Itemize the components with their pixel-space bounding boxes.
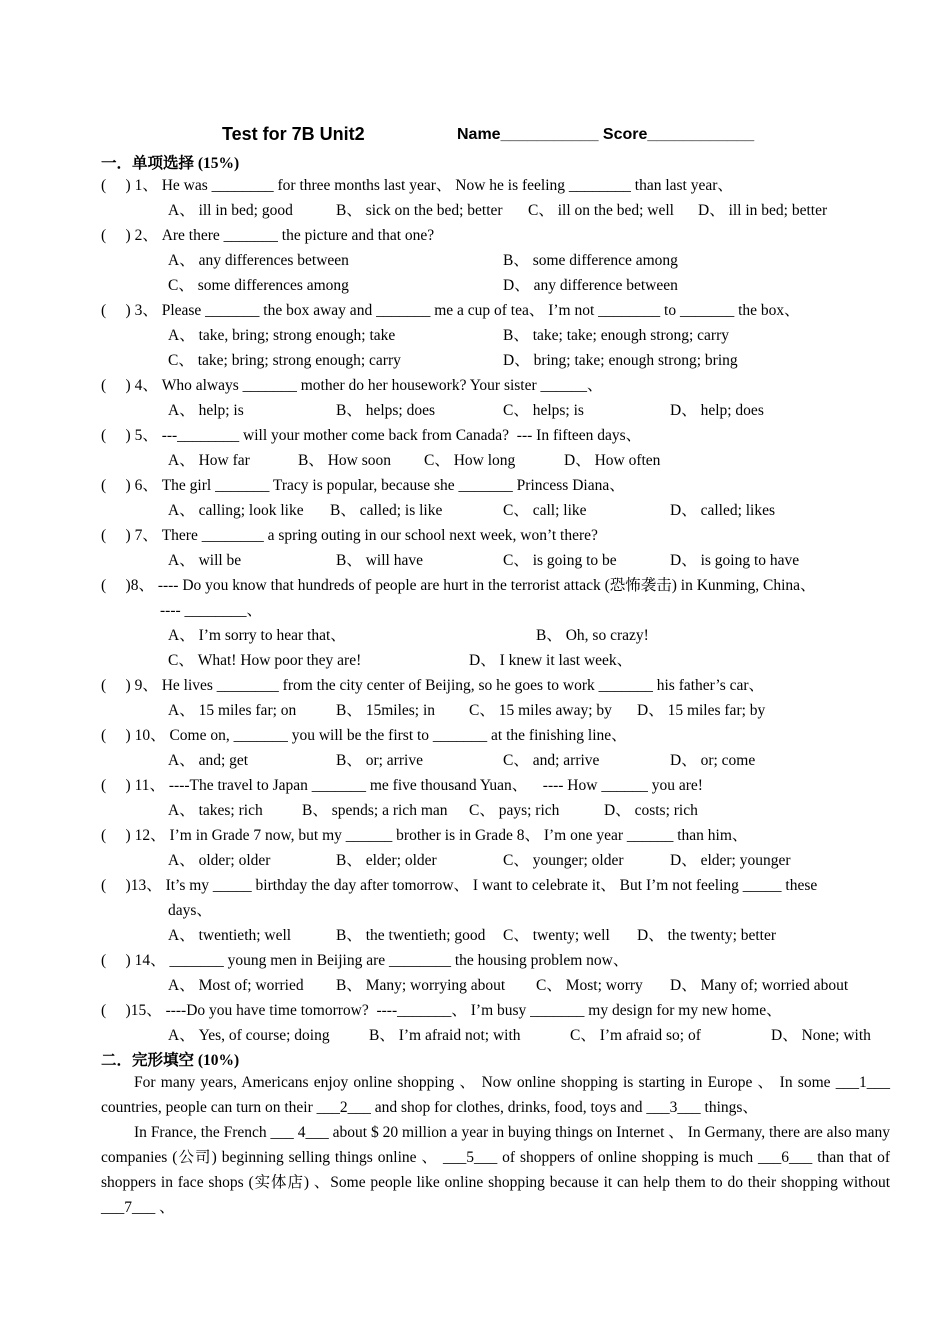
answer-option: B、 sick on the bed; better: [336, 202, 503, 219]
question-stem: ( ) 14、 _______ young men in Beijing are ________ the housing problem now、: [101, 952, 629, 969]
answer-option: B、 15miles; in: [336, 702, 436, 719]
answer-option: B、 take; take; enough strong; carry: [503, 327, 729, 344]
question-stem: ( ) 11、 ----The travel to Japan _______ me five thousand Yuan、 ---- How ______ you are!: [101, 777, 703, 794]
answer-option: C、 is going to be: [503, 552, 617, 569]
question-stem: ( ) 6、 The girl _______ Tracy is popular, because she _______ Princess Diana、: [101, 477, 625, 494]
question-stem: ( ) 3、 Please _______ the box away and _______ me a cup of tea、 I’m not ________ to _______ the box、: [101, 302, 800, 319]
answer-option: D、 help; does: [670, 402, 764, 419]
answer-option: B、 spends; a rich man: [302, 802, 448, 819]
answer-option: A、 takes; rich: [168, 802, 263, 819]
answer-option: B、 Many; worrying about: [336, 977, 506, 994]
answer-option: B、 some difference among: [503, 252, 678, 269]
question-stem: ( )8、 ---- Do you know that hundreds of people are hurt in the terrorist attack (恐怖袭击) in Kunming, China、: [101, 577, 816, 594]
question-stem: ( ) 2、 Are there _______ the picture and that one?: [101, 227, 435, 244]
answer-option: B、 elder; older: [336, 852, 437, 869]
answer-option: C、 take; bring; strong enough; carry: [168, 352, 401, 369]
answer-option: C、 How long: [424, 452, 516, 469]
question-stem-continued: ---- ________、: [160, 602, 263, 619]
answer-option: D、 15 miles far; by: [637, 702, 766, 719]
answer-option: C、 What! How poor they are!: [168, 652, 362, 669]
answer-option: A、 older; older: [168, 852, 271, 869]
answer-option: D、 is going to have: [670, 552, 800, 569]
answer-option: A、 will be: [168, 552, 242, 569]
answer-option: C、 helps; is: [503, 402, 584, 419]
question-stem: ( ) 12、 I’m in Grade 7 now, but my ______ brother is in Grade 8、 I’m one year ______ than him、: [101, 827, 748, 844]
answer-option: A、 calling; look like: [168, 502, 304, 519]
question-stem: ( ) 9、 He lives ________ from the city center of Beijing, so he goes to work _______ his father’s car、: [101, 677, 765, 694]
answer-option: A、 15 miles far; on: [168, 702, 297, 719]
question-stem-continued: days、: [168, 902, 212, 919]
answer-option: A、 ill in bed; good: [168, 202, 293, 219]
cloze-paragraph: In France, the French ___ 4___ about $ 20 million a year in buying things on Internet 、 In Germany, there are also many companies (公司) beginning selling things online 、 ___5___ of shoppers of online shopping is much ___6___ than that of shoppers in face shops (实体店) 、Some people like online shopping because it can help them to do their shopping without ___7___ 、: [101, 1124, 890, 1216]
answer-option: D、 How often: [564, 452, 661, 469]
answer-option: A、 I’m sorry to hear that、: [168, 627, 346, 644]
question-stem: ( ) 4、 Who always _______ mother do her housework? Your sister ______、: [101, 377, 603, 394]
question-stem: ( )15、 ----Do you have time tomorrow? ----_______、 I’m busy _______ my design for my new home、: [101, 1002, 782, 1019]
answer-option: C、 15 miles away; by: [469, 702, 612, 719]
answer-option: C、 and; arrive: [503, 752, 600, 769]
answer-option: C、 some differences among: [168, 277, 349, 294]
answer-option: D、 the twenty; better: [637, 927, 777, 944]
answer-option: B、 helps; does: [336, 402, 436, 419]
answer-option: C、 ill on the bed; well: [528, 202, 674, 219]
answer-option: A、 take, bring; strong enough; take: [168, 327, 396, 344]
section2-heading: 二．完形填空 (10%): [101, 1052, 240, 1069]
answer-option: C、 I’m afraid so; of: [570, 1027, 701, 1044]
answer-option: D、 ill in bed; better: [698, 202, 828, 219]
answer-option: D、 costs; rich: [604, 802, 698, 819]
answer-option: B、 I’m afraid not; with: [369, 1027, 521, 1044]
answer-option: B、 Oh, so crazy!: [536, 627, 649, 644]
answer-option: D、 Many of; worried about: [670, 977, 849, 994]
section1-heading: 一．单项选择 (15%): [101, 155, 240, 172]
answer-option: D、 called; likes: [670, 502, 776, 519]
answer-option: D、 elder; younger: [670, 852, 791, 869]
answer-option: A、 How far: [168, 452, 250, 469]
answer-option: D、 bring; take; enough strong; bring: [503, 352, 738, 369]
cloze-paragraph: For many years, Americans enjoy online shopping 、 Now online shopping is starting in Europe 、 In some ___1___ countries, people can turn on their ___2___ and shop for clothes, drinks, food, toys and ___3___ things、: [101, 1074, 890, 1116]
answer-option: C、 twenty; well: [503, 927, 610, 944]
answer-option: B、 the twentieth; good: [336, 927, 486, 944]
answer-option: D、 any difference between: [503, 277, 678, 294]
question-stem: ( ) 5、 ---________ will your mother come back from Canada? --- In fifteen days、: [101, 427, 642, 444]
page-title: Test for 7B Unit2: [222, 124, 365, 144]
answer-option: B、 How soon: [298, 452, 392, 469]
answer-option: A、 any differences between: [168, 252, 349, 269]
name-score-line: Name___________ Score____________: [457, 126, 755, 143]
answer-option: C、 call; like: [503, 502, 587, 519]
answer-option: B、 will have: [336, 552, 423, 569]
answer-option: D、 or; come: [670, 752, 756, 769]
answer-option: A、 Yes, of course; doing: [168, 1027, 330, 1044]
answer-option: D、 None; with: [771, 1027, 871, 1044]
answer-option: D、 I knew it last week、: [469, 652, 633, 669]
answer-option: A、 help; is: [168, 402, 244, 419]
question-stem: ( ) 10、 Come on, _______ you will be the first to _______ at the finishing line、: [101, 727, 627, 744]
cloze-passage: [101, 1070, 890, 1220]
answer-option: A、 Most of; worried: [168, 977, 304, 994]
answer-option: C、 pays; rich: [469, 802, 560, 819]
question-stem: ( )13、 It’s my _____ birthday the day after tomorrow、 I want to celebrate it、 But I’m not feeling _____ these: [101, 877, 818, 894]
question-stem: ( ) 7、 There ________ a spring outing in our school next week, won’t there?: [101, 527, 598, 544]
answer-option: B、 called; is like: [330, 502, 443, 519]
answer-option: C、 Most; worry: [536, 977, 643, 994]
answer-option: C、 younger; older: [503, 852, 624, 869]
answer-option: A、 twentieth; well: [168, 927, 292, 944]
question-stem: ( ) 1、 He was ________ for three months last year、 Now he is feeling ________ than last year、: [101, 177, 733, 194]
answer-option: A、 and; get: [168, 752, 249, 769]
answer-option: B、 or; arrive: [336, 752, 423, 769]
